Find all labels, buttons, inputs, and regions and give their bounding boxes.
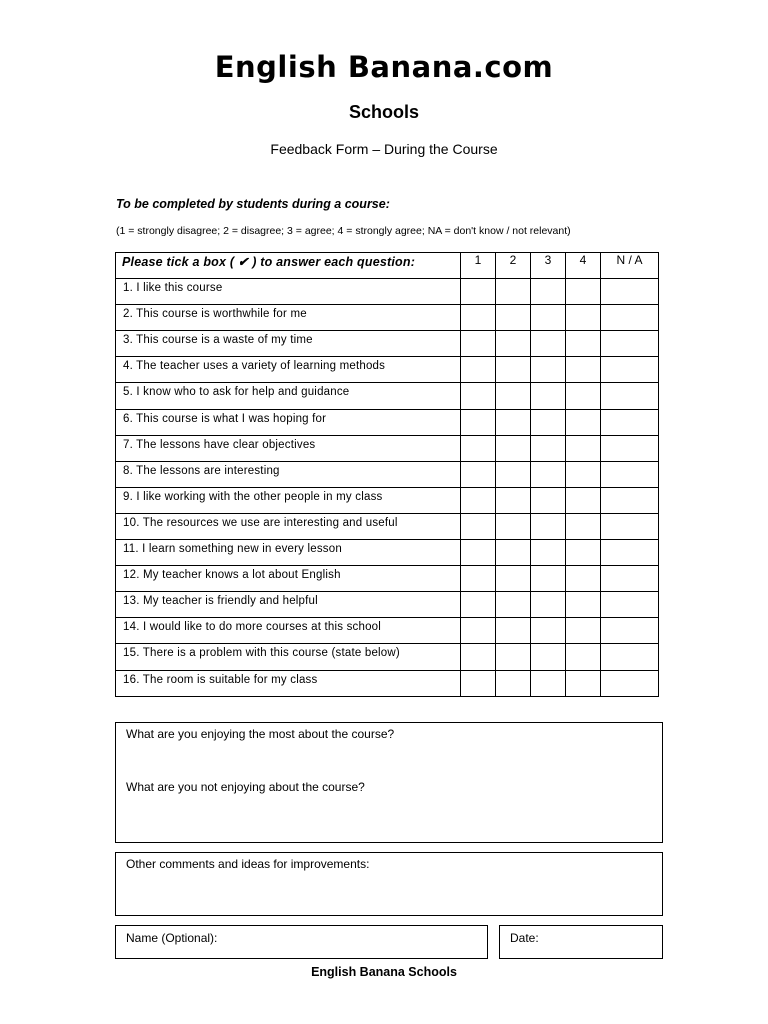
question-text: 9. I like working with the other people in my class — [116, 487, 461, 513]
rating-checkbox-3[interactable] — [531, 618, 566, 644]
rating-checkbox-4[interactable] — [566, 305, 601, 331]
rating-checkbox-1[interactable] — [461, 540, 496, 566]
rating-checkbox-1[interactable] — [461, 383, 496, 409]
question-text: 4. The teacher uses a variety of learning methods — [116, 357, 461, 383]
rating-checkbox-3[interactable] — [531, 566, 566, 592]
feedback-table — [115, 252, 659, 697]
name-label: Name (Optional): — [126, 931, 218, 945]
table-row — [116, 566, 659, 592]
rating-checkbox-1[interactable] — [461, 409, 496, 435]
rating-checkbox-1[interactable] — [461, 670, 496, 696]
column-header-2: 2 — [496, 253, 531, 279]
rating-checkbox-3[interactable] — [531, 592, 566, 618]
rating-checkbox-2[interactable] — [496, 409, 531, 435]
rating-checkbox-4[interactable] — [566, 592, 601, 618]
table-row — [116, 618, 659, 644]
rating-checkbox-4[interactable] — [566, 487, 601, 513]
table-row — [116, 331, 659, 357]
rating-checkbox-2[interactable] — [496, 592, 531, 618]
instructions-heading: To be completed by students during a course: — [116, 197, 390, 211]
enjoying-most-label: What are you enjoying the most about the course? — [126, 727, 395, 741]
question-text: 3. This course is a waste of my time — [116, 331, 461, 357]
rating-checkbox-3[interactable] — [531, 670, 566, 696]
question-text: 10. The resources we use are interesting and useful — [116, 513, 461, 539]
rating-checkbox-1[interactable] — [461, 618, 496, 644]
rating-checkbox-4[interactable] — [566, 540, 601, 566]
table-row — [116, 487, 659, 513]
rating-checkbox-3[interactable] — [531, 279, 566, 305]
rating-checkbox-3[interactable] — [531, 487, 566, 513]
rating-scale-legend: (1 = strongly disagree; 2 = disagree; 3 = agree; 4 = strongly agree; NA = don't know / not relevant) — [116, 225, 571, 237]
question-text: 14. I would like to do more courses at this school — [116, 618, 461, 644]
rating-checkbox-4[interactable] — [566, 409, 601, 435]
rating-checkbox-1[interactable] — [461, 305, 496, 331]
rating-checkbox-4[interactable] — [566, 644, 601, 670]
rating-checkbox-1[interactable] — [461, 566, 496, 592]
footer-text: English Banana Schools — [311, 965, 457, 979]
question-text: 12. My teacher knows a lot about English — [116, 566, 461, 592]
rating-checkbox-1[interactable] — [461, 279, 496, 305]
rating-checkbox-1[interactable] — [461, 592, 496, 618]
rating-checkbox-2[interactable] — [496, 435, 531, 461]
question-text: 11. I learn something new in every lesson — [116, 540, 461, 566]
rating-checkbox-2[interactable] — [496, 513, 531, 539]
table-row — [116, 592, 659, 618]
rating-checkbox-2[interactable] — [496, 644, 531, 670]
table-row — [116, 383, 659, 409]
table-row — [116, 279, 659, 305]
rating-checkbox-3[interactable] — [531, 461, 566, 487]
rating-checkbox-1[interactable] — [461, 644, 496, 670]
table-row — [116, 435, 659, 461]
rating-checkbox-na[interactable] — [601, 487, 659, 513]
logo: English Banana.com — [214, 50, 554, 84]
rating-checkbox-3[interactable] — [531, 409, 566, 435]
rating-checkbox-2[interactable] — [496, 357, 531, 383]
rating-checkbox-na[interactable] — [601, 513, 659, 539]
rating-checkbox-2[interactable] — [496, 670, 531, 696]
table-row — [116, 644, 659, 670]
rating-checkbox-2[interactable] — [496, 566, 531, 592]
not-enjoying-label: What are you not enjoying about the course? — [126, 780, 365, 794]
rating-checkbox-na[interactable] — [601, 644, 659, 670]
rating-checkbox-na[interactable] — [601, 566, 659, 592]
rating-checkbox-na[interactable] — [601, 279, 659, 305]
rating-checkbox-2[interactable] — [496, 279, 531, 305]
date-field[interactable] — [499, 925, 663, 959]
name-field[interactable] — [115, 925, 488, 959]
rating-checkbox-na[interactable] — [601, 618, 659, 644]
question-text: 5. I know who to ask for help and guidance — [116, 383, 461, 409]
rating-checkbox-2[interactable] — [496, 305, 531, 331]
rating-checkbox-1[interactable] — [461, 513, 496, 539]
question-text: 16. The room is suitable for my class — [116, 670, 461, 696]
comments-box[interactable] — [115, 852, 663, 916]
rating-checkbox-4[interactable] — [566, 435, 601, 461]
rating-checkbox-4[interactable] — [566, 383, 601, 409]
rating-checkbox-1[interactable] — [461, 461, 496, 487]
question-text: 6. This course is what I was hoping for — [116, 409, 461, 435]
rating-checkbox-1[interactable] — [461, 357, 496, 383]
table-header-prompt: Please tick a box ( ✔ ) to answer each question: — [116, 253, 461, 279]
table-row — [116, 461, 659, 487]
rating-checkbox-4[interactable] — [566, 461, 601, 487]
rating-checkbox-na[interactable] — [601, 305, 659, 331]
rating-checkbox-3[interactable] — [531, 644, 566, 670]
rating-checkbox-3[interactable] — [531, 435, 566, 461]
rating-checkbox-3[interactable] — [531, 540, 566, 566]
rating-checkbox-na[interactable] — [601, 383, 659, 409]
rating-checkbox-1[interactable] — [461, 435, 496, 461]
rating-checkbox-2[interactable] — [496, 487, 531, 513]
column-header-4: 4 — [566, 253, 601, 279]
rating-checkbox-4[interactable] — [566, 670, 601, 696]
table-row — [116, 409, 659, 435]
rating-checkbox-na[interactable] — [601, 357, 659, 383]
rating-checkbox-3[interactable] — [531, 513, 566, 539]
rating-checkbox-2[interactable] — [496, 618, 531, 644]
rating-checkbox-2[interactable] — [496, 383, 531, 409]
rating-checkbox-na[interactable] — [601, 409, 659, 435]
rating-checkbox-4[interactable] — [566, 566, 601, 592]
table-row — [116, 305, 659, 331]
question-text: 8. The lessons are interesting — [116, 461, 461, 487]
rating-checkbox-2[interactable] — [496, 461, 531, 487]
rating-checkbox-na[interactable] — [601, 540, 659, 566]
rating-checkbox-2[interactable] — [496, 540, 531, 566]
rating-checkbox-3[interactable] — [531, 305, 566, 331]
column-header-na: N / A — [601, 253, 659, 279]
rating-checkbox-na[interactable] — [601, 461, 659, 487]
question-text: 15. There is a problem with this course (state below) — [116, 644, 461, 670]
question-text: 1. I like this course — [116, 279, 461, 305]
rating-checkbox-4[interactable] — [566, 357, 601, 383]
column-header-3: 3 — [531, 253, 566, 279]
date-label: Date: — [510, 931, 539, 945]
form-title: Feedback Form – During the Course — [270, 141, 498, 157]
course-opinion-box[interactable] — [115, 722, 663, 843]
table-header-row — [116, 253, 659, 279]
question-text: 2. This course is worthwhile for me — [116, 305, 461, 331]
page-subtitle: Schools — [348, 102, 419, 122]
rating-checkbox-4[interactable] — [566, 279, 601, 305]
question-text: 13. My teacher is friendly and helpful — [116, 592, 461, 618]
rating-checkbox-4[interactable] — [566, 618, 601, 644]
rating-checkbox-2[interactable] — [496, 331, 531, 357]
table-row — [116, 540, 659, 566]
question-text: 7. The lessons have clear objectives — [116, 435, 461, 461]
rating-checkbox-1[interactable] — [461, 331, 496, 357]
rating-checkbox-na[interactable] — [601, 670, 659, 696]
rating-checkbox-3[interactable] — [531, 383, 566, 409]
rating-checkbox-1[interactable] — [461, 487, 496, 513]
comments-label: Other comments and ideas for improvements: — [126, 857, 370, 871]
rating-checkbox-na[interactable] — [601, 435, 659, 461]
rating-checkbox-4[interactable] — [566, 331, 601, 357]
rating-checkbox-4[interactable] — [566, 513, 601, 539]
table-row — [116, 670, 659, 696]
column-header-1: 1 — [461, 253, 496, 279]
table-row — [116, 357, 659, 383]
rating-checkbox-na[interactable] — [601, 331, 659, 357]
rating-checkbox-3[interactable] — [531, 357, 566, 383]
table-row — [116, 513, 659, 539]
rating-checkbox-na[interactable] — [601, 592, 659, 618]
rating-checkbox-3[interactable] — [531, 331, 566, 357]
